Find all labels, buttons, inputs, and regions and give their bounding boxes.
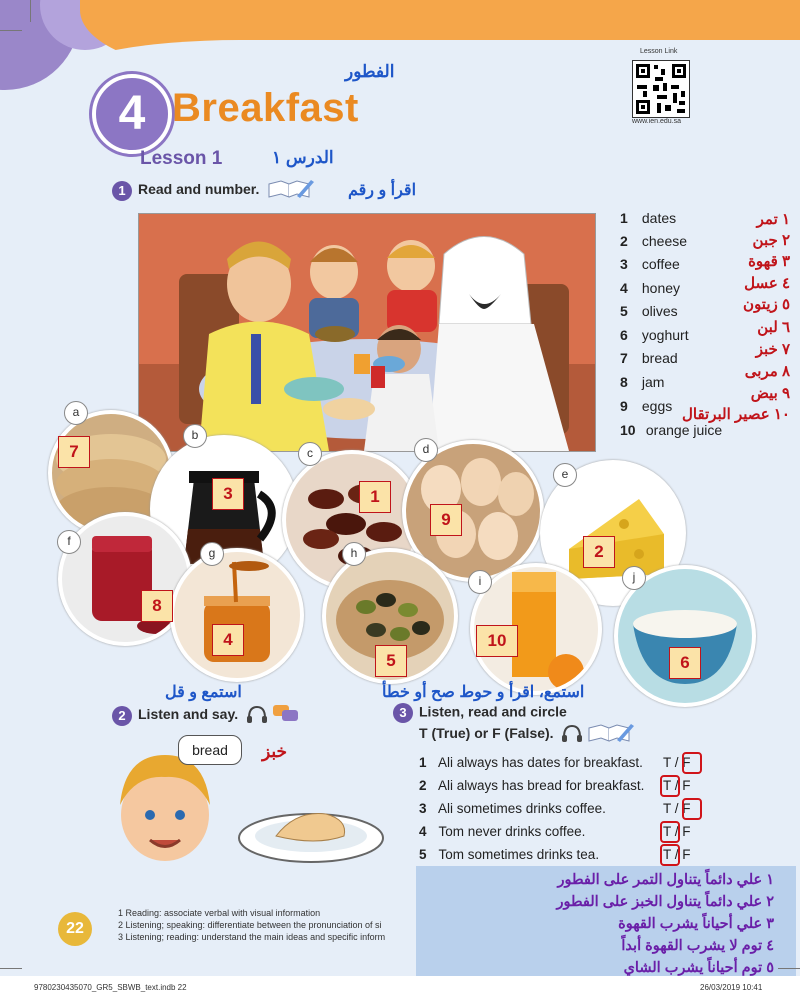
true-false-choice[interactable]: T / F bbox=[663, 847, 691, 862]
photo-letter-g: g bbox=[200, 542, 224, 566]
vocab-item: 5 olives bbox=[620, 303, 678, 319]
vocab-item: 9 eggs bbox=[620, 398, 673, 414]
photo-letter-b: b bbox=[183, 424, 207, 448]
vocab-item: 3 coffee bbox=[620, 256, 680, 272]
answer-box: 9 bbox=[430, 504, 462, 536]
task1-number: 1 bbox=[112, 181, 132, 201]
task1-label-arabic: اقرأ و رقم bbox=[348, 182, 417, 199]
statement-row: 3 Ali sometimes drinks coffee. bbox=[419, 801, 606, 816]
translation-line: ٥ توم أحياناً يشرب الشاي bbox=[623, 960, 774, 976]
vocab-arabic-item: ٢ جبن bbox=[752, 232, 790, 249]
task3-label-line1: Listen, read and circle bbox=[419, 703, 567, 720]
page-number: 22 bbox=[58, 912, 92, 946]
print-date: 26/03/2019 10:41 bbox=[700, 983, 763, 992]
speech-bubble-text: bread bbox=[192, 742, 228, 758]
task3-heading bbox=[393, 703, 567, 723]
answer-circle-t bbox=[660, 844, 680, 866]
answer-circle-t bbox=[660, 821, 680, 843]
vocab-arabic-item: ١ تمر bbox=[756, 211, 790, 228]
vocab-item: 2 cheese bbox=[620, 233, 688, 249]
crop-mark bbox=[0, 30, 22, 31]
headphones-icon bbox=[561, 723, 583, 746]
speech-bubble bbox=[178, 735, 242, 765]
task3-label-arabic: استمع، اقرأ و حوط صح أو خطأ bbox=[382, 684, 585, 701]
photo-letter-c: c bbox=[298, 442, 322, 466]
lesson-label: Lesson 1 bbox=[140, 148, 223, 169]
true-false-choice[interactable]: T / F bbox=[663, 801, 691, 816]
translation-line: ٢ علي دائماً يتناول الخبز على الفطور bbox=[556, 894, 774, 910]
vocab-item: 1 dates bbox=[620, 210, 677, 226]
answer-box: 8 bbox=[141, 590, 173, 622]
lesson-link-label: Lesson Link bbox=[640, 48, 678, 55]
family-breakfast-illustration bbox=[138, 213, 596, 452]
task2-label-arabic: استمع و قل bbox=[165, 684, 242, 701]
translation-line: ١ علي دائماً يتناول التمر على الفطور bbox=[557, 872, 774, 888]
crop-mark bbox=[30, 0, 31, 22]
crop-mark bbox=[778, 968, 800, 969]
page-title-arabic: الفطور bbox=[345, 62, 395, 81]
answer-box: 1 bbox=[359, 481, 391, 513]
speech-bubbles-icon bbox=[272, 704, 300, 727]
answer-box: 2 bbox=[583, 536, 615, 568]
lesson-label-arabic: الدرس ١ bbox=[272, 148, 334, 167]
task2-number: 2 bbox=[112, 706, 132, 726]
task3-number: 3 bbox=[393, 703, 413, 723]
answer-box: 5 bbox=[375, 645, 407, 677]
book-pencil-icon bbox=[267, 178, 315, 203]
statement-row: 1 Ali always has dates for breakfast. bbox=[419, 755, 643, 770]
answer-circle-t bbox=[660, 775, 680, 797]
vocab-item: 6 yoghurt bbox=[620, 327, 689, 343]
answer-box: 6 bbox=[669, 647, 701, 679]
true-false-choice[interactable]: T / F bbox=[663, 778, 691, 793]
task1-heading bbox=[112, 178, 315, 203]
headphones-icon bbox=[246, 704, 268, 727]
footer-objective: 3 Listening; reading: understand the main ideas and specific inform bbox=[118, 932, 386, 942]
photo-letter-d: d bbox=[414, 438, 438, 462]
photo-letter-j: j bbox=[622, 566, 646, 590]
vocab-item: 4 honey bbox=[620, 280, 681, 296]
vocab-arabic-item: ١٠ عصير البرتقال bbox=[682, 406, 790, 423]
website-url: www.ien.edu.sa bbox=[632, 118, 682, 125]
footer-objective: 2 Listening; speaking: differentiate between the pronunciation of si bbox=[118, 920, 382, 930]
answer-box: 4 bbox=[212, 624, 244, 656]
vocab-arabic-item: ٧ خبز bbox=[755, 341, 790, 358]
photo-letter-a: a bbox=[64, 401, 88, 425]
statement-row: 4 Tom never drinks coffee. bbox=[419, 824, 586, 839]
statement-row: 2 Ali always has bread for breakfast. bbox=[419, 778, 645, 793]
true-false-choice[interactable]: T / F bbox=[663, 755, 691, 770]
vocab-arabic-item: ٣ قهوة bbox=[748, 253, 790, 270]
answer-circle-f bbox=[682, 752, 702, 774]
page-title: Breakfast bbox=[172, 86, 359, 130]
task2-heading bbox=[112, 704, 300, 727]
photo-letter-i: i bbox=[468, 570, 492, 594]
statement-row: 5 Tom sometimes drinks tea. bbox=[419, 847, 600, 862]
vocab-arabic-item: ٨ مربى bbox=[744, 363, 790, 380]
qr-code-icon[interactable] bbox=[632, 60, 690, 118]
print-file-name: 9780230435070_GR5_SBWB_text.indb 22 bbox=[34, 983, 187, 992]
vocab-arabic-item: ٩ بيض bbox=[750, 385, 790, 402]
photo-letter-e: e bbox=[553, 463, 577, 487]
speech-bubble-arabic: خبز bbox=[262, 742, 288, 761]
footer-objective: 1 Reading: associate verbal with visual information bbox=[118, 908, 321, 918]
vocab-item: 7 bread bbox=[620, 350, 678, 366]
vocab-arabic-item: ٤ عسل bbox=[744, 275, 790, 292]
vocab-arabic-item: ٥ زيتون bbox=[743, 296, 790, 313]
translation-line: ٤ توم لا يشرب القهوة أبداً bbox=[621, 938, 774, 954]
true-false-choice[interactable]: T / F bbox=[663, 824, 691, 839]
translation-line: ٣ علي أحياناً يشرب القهوة bbox=[618, 916, 774, 932]
answer-box: 3 bbox=[212, 478, 244, 510]
unit-number-badge: 4 bbox=[92, 74, 172, 154]
task3-heading-line2: T (True) or F (False). bbox=[419, 722, 635, 747]
arabic-translation-box bbox=[416, 866, 796, 986]
answer-box: 10 bbox=[476, 625, 518, 657]
photo-letter-h: h bbox=[342, 542, 366, 566]
vocab-arabic-item: ٦ لبن bbox=[757, 319, 790, 336]
photo-letter-f: f bbox=[57, 530, 81, 554]
bread-plate-illustration bbox=[236, 800, 386, 864]
vocab-item: 10 orange juice bbox=[620, 422, 723, 438]
task1-label: Read and number. bbox=[138, 181, 260, 198]
answer-circle-f bbox=[682, 798, 702, 820]
photo-honey bbox=[170, 548, 304, 682]
vocab-item: 8 jam bbox=[620, 374, 665, 390]
answer-box: 7 bbox=[58, 436, 90, 468]
task2-label: Listen and say. bbox=[138, 706, 239, 723]
crop-mark bbox=[0, 968, 22, 969]
book-pencil-icon bbox=[587, 722, 635, 747]
